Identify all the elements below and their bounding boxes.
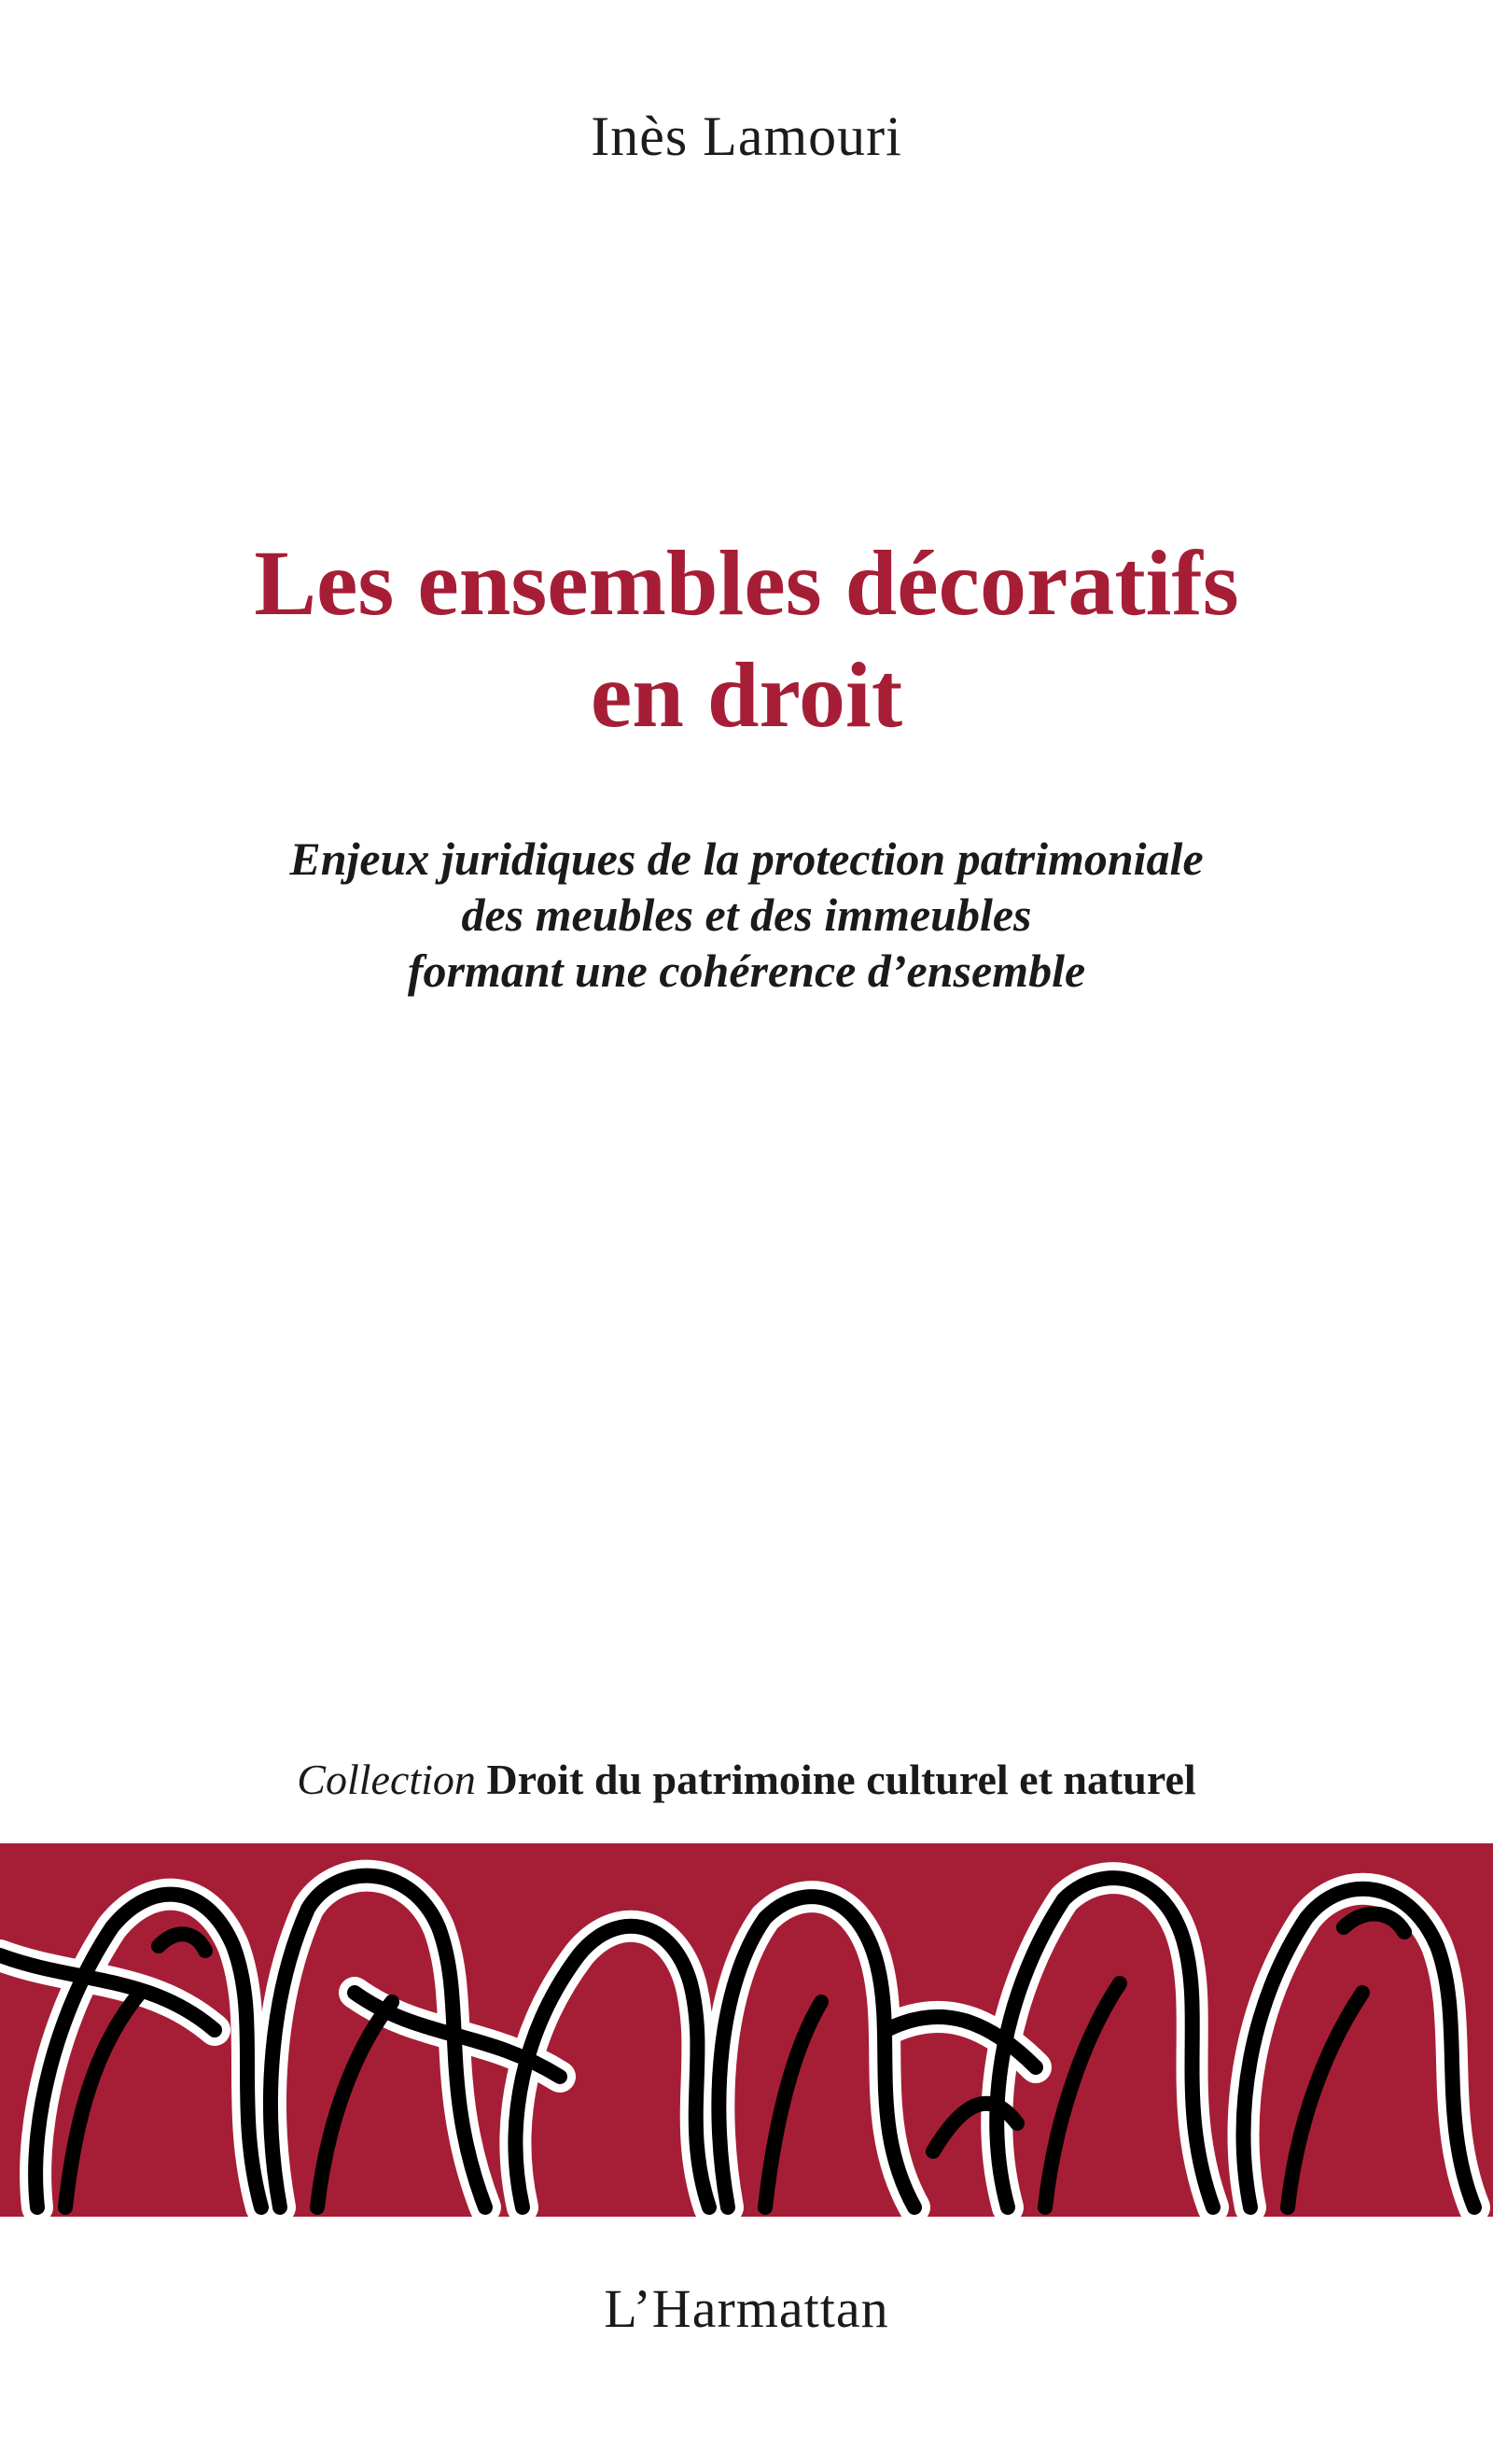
collection-label: Collection (297, 1756, 476, 1803)
author-name: Inès Lamouri (591, 105, 902, 167)
book-subtitle-line-1: Enjeux juridiques de la protection patrimoniale (289, 833, 1204, 885)
book-title-line-1: Les ensembles décoratifs (254, 531, 1239, 635)
book-title (56, 527, 1437, 751)
book-subtitle-line-3: formant une cohérence d’ensemble (407, 945, 1086, 997)
figures-drawing-illustration (0, 1843, 1493, 2217)
publisher-name: L’Harmattan (604, 2278, 889, 2339)
book-subtitle (56, 831, 1437, 999)
collection-name: Droit du patrimoine culturel et naturel (486, 1756, 1196, 1803)
book-subtitle-line-2: des meubles et des immeubles (461, 889, 1032, 941)
publisher-logo (0, 2277, 1493, 2340)
book-title-line-2: en droit (590, 643, 903, 747)
collection-line (0, 1755, 1493, 1804)
